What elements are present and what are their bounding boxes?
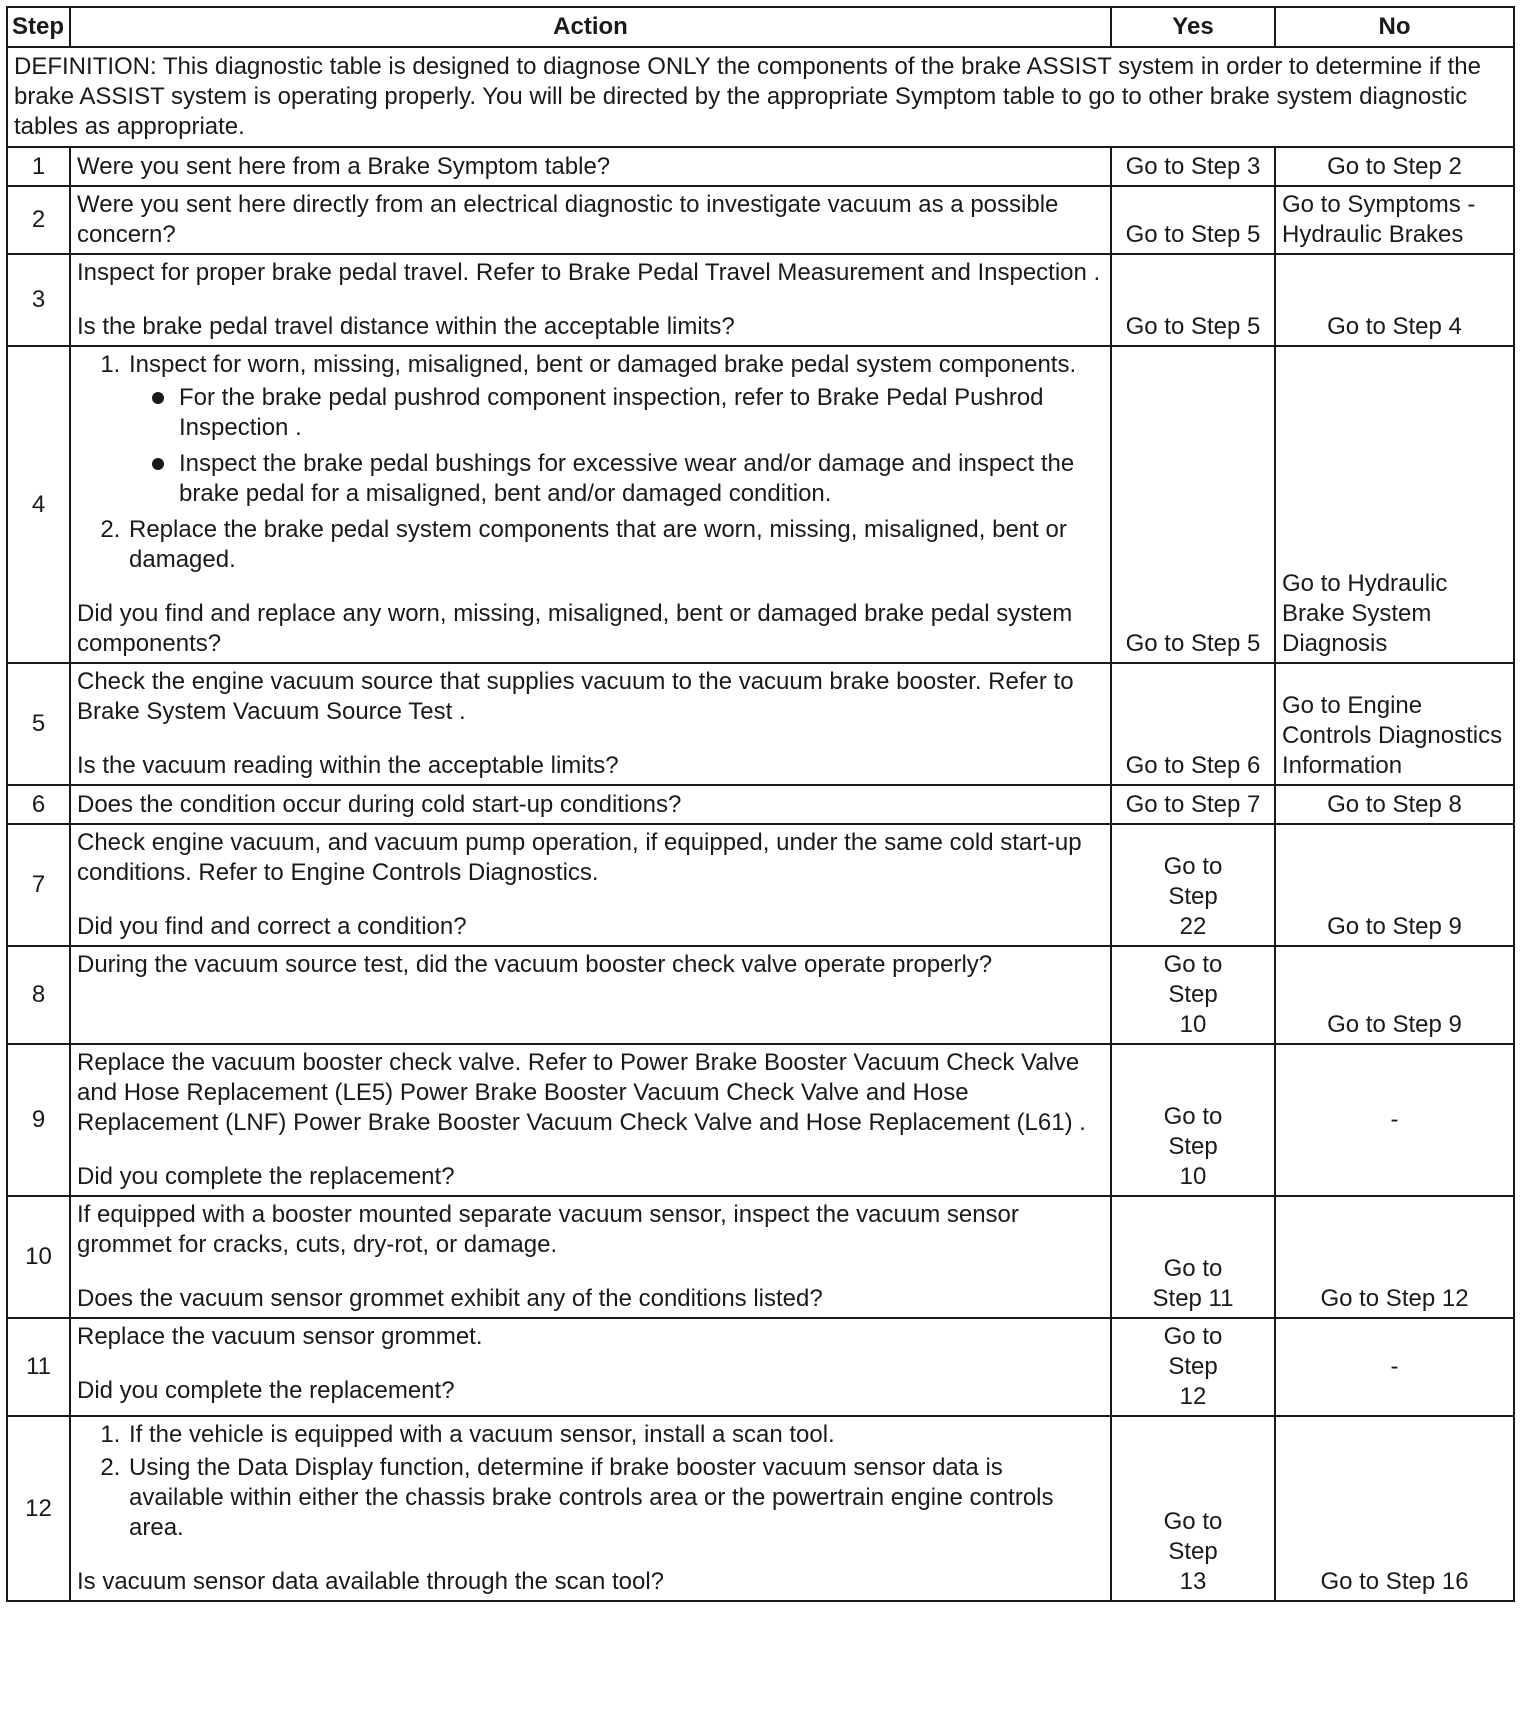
step-instruction: Replace the vacuum booster check valve. Refer to Power Brake Booster Vacuum Check Valve and Hose Replacement (LE5) Power Brake Booster Vacuum Check Valve and Hose Replacement (LNF) Power Brake Booster Vacuum Check Valve and Hose Replacement (L61) . (77, 1049, 1086, 1136)
procedure-text: Inspect for worn, missing, misaligned, bent or damaged brake pedal system components. (129, 351, 1077, 378)
header-step: Step (7, 7, 70, 47)
yes-link[interactable]: Go to Step 3 (1111, 147, 1275, 186)
no-link[interactable]: Go to Symptoms - Hydraulic Brakes (1275, 186, 1514, 254)
step-number: 5 (7, 663, 70, 785)
step-instruction: Replace the vacuum sensor grommet. (77, 1323, 483, 1350)
diagnostic-table (6, 6, 1515, 1602)
step-action (70, 1318, 1111, 1416)
table-row (7, 346, 1514, 663)
step-number: 7 (7, 824, 70, 946)
step-action (70, 1044, 1111, 1196)
step-instruction: If equipped with a booster mounted separate vacuum sensor, inspect the vacuum sensor grommet for cracks, cuts, dry-rot, or damage. (77, 1201, 1019, 1258)
table-row (7, 663, 1514, 785)
table-row (7, 147, 1514, 186)
table-row (7, 1044, 1514, 1196)
yes-link[interactable]: Go to Step 6 (1111, 663, 1275, 785)
bullet-list (129, 383, 1104, 509)
table-row (7, 1196, 1514, 1318)
no-link[interactable]: Go to Step 4 (1275, 254, 1514, 346)
definition-text: DEFINITION: This diagnostic table is designed to diagnose ONLY the components of the brake ASSIST system in order to determine if the brake ASSIST system is operating properly. You will be directed by the appropriate Symptom table to go to other brake system diagnostic tables as appropriate. (7, 47, 1514, 147)
procedure-item (127, 515, 1104, 575)
yes-link[interactable]: Go to Step 10 (1111, 1044, 1275, 1196)
step-action (70, 346, 1111, 663)
step-number: 11 (7, 1318, 70, 1416)
yes-link[interactable]: Go to Step 22 (1111, 824, 1275, 946)
step-question: Did you complete the replacement? (77, 1163, 455, 1190)
step-number: 12 (7, 1416, 70, 1601)
procedure-item: 2. Using the Data Display function, determine if brake booster vacuum sensor data is available within either the chassis brake controls area or the powertrain engine controls area. (127, 1453, 1104, 1543)
no-link[interactable]: Go to Step 8 (1275, 785, 1514, 824)
no-link[interactable]: Go to Step 9 (1275, 824, 1514, 946)
yes-link[interactable]: Go to Step 12 (1111, 1318, 1275, 1416)
yes-link[interactable]: Go to Step 7 (1111, 785, 1275, 824)
step-question: Did you find and replace any worn, missing, misaligned, bent or damaged brake pedal system components? (77, 600, 1073, 657)
step-action (70, 1416, 1111, 1601)
step-question: Did you find and correct a condition? (77, 913, 467, 940)
procedure-list (77, 350, 1104, 575)
step-question: Does the condition occur during cold start-up conditions? (70, 785, 1111, 824)
step-number: 10 (7, 1196, 70, 1318)
table-row (7, 186, 1514, 254)
step-number: 2 (7, 186, 70, 254)
procedure-list (77, 1420, 1104, 1543)
step-question: During the vacuum source test, did the vacuum booster check valve operate properly? (77, 951, 993, 978)
no-link: - (1275, 1318, 1514, 1416)
header-no: No (1275, 7, 1514, 47)
yes-link[interactable]: Go to Step 11 (1111, 1196, 1275, 1318)
yes-link[interactable]: Go to Step 5 (1111, 254, 1275, 346)
step-question: Were you sent here from a Brake Symptom table? (70, 147, 1111, 186)
no-link[interactable]: Go to Step 16 (1275, 1416, 1514, 1601)
table-row (7, 824, 1514, 946)
step-number: 1 (7, 147, 70, 186)
table-row (7, 785, 1514, 824)
step-action (70, 946, 1111, 1044)
procedure-item (127, 350, 1104, 509)
table-row (7, 1416, 1514, 1601)
step-question: Is the brake pedal travel distance within the acceptable limits? (77, 313, 735, 340)
header-row (7, 7, 1514, 47)
step-action (70, 663, 1111, 785)
no-link[interactable]: Go to Engine Controls Diagnostics Information (1275, 663, 1514, 785)
step-action (70, 254, 1111, 346)
step-action (70, 824, 1111, 946)
table-row (7, 1318, 1514, 1416)
step-instruction: Check the engine vacuum source that supplies vacuum to the vacuum brake booster. Refer to Brake System Vacuum Source Test . (77, 668, 1074, 725)
definition-row (7, 47, 1514, 147)
yes-link[interactable]: Go to Step 5 (1111, 346, 1275, 663)
header-yes: Yes (1111, 7, 1275, 47)
header-action: Action (70, 7, 1111, 47)
bullet-item: Inspect the brake pedal bushings for excessive wear and/or damage and inspect the brake pedal for a misaligned, bent and/or damaged condition. (179, 449, 1104, 509)
no-link[interactable]: Go to Step 2 (1275, 147, 1514, 186)
procedure-text: Replace the brake pedal system components that are worn, missing, misaligned, bent or damaged. (129, 516, 1067, 573)
step-instruction: Check engine vacuum, and vacuum pump operation, if equipped, under the same cold start-up conditions. Refer to Engine Controls Diagnostics. (77, 829, 1082, 886)
step-question: Is vacuum sensor data available through the scan tool? (77, 1568, 665, 1595)
no-link: - (1275, 1044, 1514, 1196)
table-row (7, 254, 1514, 346)
step-action (70, 1196, 1111, 1318)
step-question: Were you sent here directly from an electrical diagnostic to investigate vacuum as a possible concern? (70, 186, 1111, 254)
step-question: Did you complete the replacement? (77, 1377, 455, 1404)
procedure-item: 1. If the vehicle is equipped with a vacuum sensor, install a scan tool. (127, 1420, 1104, 1450)
step-number: 8 (7, 946, 70, 1044)
step-question: Does the vacuum sensor grommet exhibit any of the conditions listed? (77, 1285, 823, 1312)
yes-link[interactable]: Go to Step 5 (1111, 186, 1275, 254)
step-number: 6 (7, 785, 70, 824)
no-link[interactable]: Go to Step 9 (1275, 946, 1514, 1044)
step-number: 9 (7, 1044, 70, 1196)
step-number: 3 (7, 254, 70, 346)
step-instruction: Inspect for proper brake pedal travel. Refer to Brake Pedal Travel Measurement and Inspection . (77, 259, 1101, 286)
no-link[interactable]: Go to Step 12 (1275, 1196, 1514, 1318)
table-row (7, 946, 1514, 1044)
bullet-item: For the brake pedal pushrod component inspection, refer to Brake Pedal Pushrod Inspection . (179, 383, 1104, 443)
yes-link[interactable]: Go to Step 13 (1111, 1416, 1275, 1601)
step-number: 4 (7, 346, 70, 663)
step-question: Is the vacuum reading within the acceptable limits? (77, 752, 619, 779)
yes-link[interactable]: Go to Step 10 (1111, 946, 1275, 1044)
no-link[interactable]: Go to Hydraulic Brake System Diagnosis (1275, 346, 1514, 663)
